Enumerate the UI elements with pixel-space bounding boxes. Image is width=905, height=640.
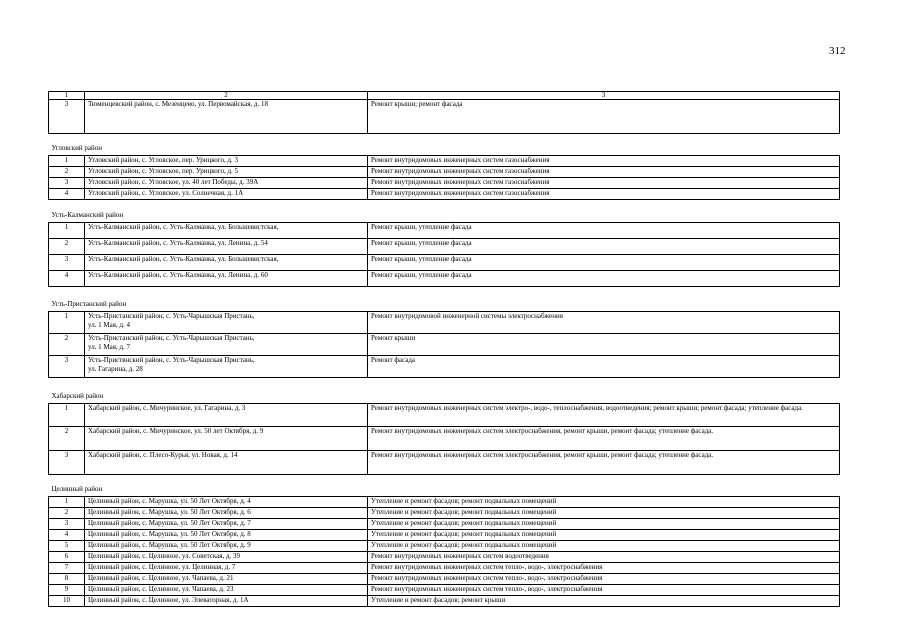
table-row <box>49 584 840 595</box>
row-number: 2 <box>49 426 85 450</box>
row-number: 1 <box>49 156 85 167</box>
table-row <box>49 167 840 178</box>
row-number: 9 <box>49 584 85 595</box>
row-address: Усть-Калманский район, с. Усть-Калманка, ул. Большевистская, <box>85 254 368 270</box>
row-address: Целинный район, с. Марушка, ул. 50 Лет Октября, д. 7 <box>85 518 368 529</box>
row-number: 3 <box>49 356 85 378</box>
row-number: 3 <box>49 450 85 474</box>
row-address: Угловский район, с. Угловское, ул. Солнечная, д. 1А <box>85 189 368 200</box>
row-number: 10 <box>49 595 85 606</box>
table-row <box>49 222 840 238</box>
row-work: Ремонт внутридомовых инженерных систем тепло-, водо-, электроснабжения <box>368 573 840 584</box>
row-address-line-2: ул. 1 Мая, д. 4 <box>88 321 131 330</box>
row-address-line-2: ул. Гагарина, д. 28 <box>88 365 143 374</box>
row-address <box>85 312 368 334</box>
row-work: Утепление и ремонт фасадов; ремонт крыши <box>368 595 840 606</box>
row-number: 3 <box>49 178 85 189</box>
table-row <box>49 334 840 356</box>
table-row <box>49 178 840 189</box>
row-address-line-1: Усть-Пристанский район, с. Усть-Чарышская Пристань, <box>88 312 255 320</box>
table-row <box>49 540 840 551</box>
district-row <box>49 392 840 404</box>
district-title: Целинный район <box>51 484 103 493</box>
row-work: Утепление и ремонт фасадов; ремонт подвальных помещений <box>368 529 840 540</box>
row-address <box>85 334 368 356</box>
table-row <box>49 518 840 529</box>
row-work: Ремонт внутридомовых инженерных систем электроснабжения, ремонт крыши, ремонт фасада; утепление фасада. <box>368 426 840 450</box>
row-address: Целинный район, с. Целинное, ул. Чапаева, д. 23 <box>85 584 368 595</box>
row-work: Ремонт крыши, утепление фасада <box>368 222 840 238</box>
column-number-3: 3 <box>368 92 840 100</box>
row-number: 1 <box>49 222 85 238</box>
row-work: Ремонт крыши <box>368 334 840 356</box>
district-row <box>49 485 840 497</box>
column-number-1: 1 <box>49 92 85 100</box>
row-number: 3 <box>49 518 85 529</box>
row-address: Целинный район, с. Марушка, ул. 50 Лет Октября, д. 9 <box>85 540 368 551</box>
row-number: 1 <box>49 496 85 507</box>
row-address: Тюменцевский район, с. Мезенцево, ул. Первомайская, д. 18 <box>85 100 368 134</box>
row-number: 3 <box>49 254 85 270</box>
row-address: Хабарский район, с. Плесо-Курья, ул. Новая, д. 14 <box>85 450 368 474</box>
row-address: Усть-Калманский район, с. Усть-Калманка, ул. Большевистская, <box>85 222 368 238</box>
table-row <box>49 238 840 254</box>
row-number: 2 <box>49 238 85 254</box>
page-number: 312 <box>829 45 846 57</box>
district-row <box>49 144 840 156</box>
row-work: Ремонт крыши, утепление фасада <box>368 254 840 270</box>
table-row <box>49 426 840 450</box>
row-work: Ремонт фасада <box>368 356 840 378</box>
row-work: Ремонт внутридомовой инженерной системы электроснабжения <box>368 312 840 334</box>
row-work: Ремонт крыши; ремонт фасада <box>368 100 840 134</box>
row-work: Ремонт внутридомовых инженерных систем газоснабжения <box>368 156 840 167</box>
table-row <box>49 356 840 378</box>
district-title: Хабарский район <box>51 391 104 400</box>
row-address: Целинный район, с. Целинное, ул. Чапаева, д. 21 <box>85 573 368 584</box>
district-title: Усть-Пристанский район <box>51 300 127 308</box>
row-address: Целинный район, с. Марушка, ул. 50 Лет Октября, д. 6 <box>85 507 368 518</box>
row-number: 2 <box>49 334 85 356</box>
row-work: Ремонт внутридомовых инженерных систем электро-, водо-, теплоснабжения, водоотведения; ремонт крыши; ремонт фасада; утепление фасада. <box>368 403 840 426</box>
table-row <box>49 573 840 584</box>
table-row <box>49 254 840 270</box>
row-address: Усть-Калманский район, с. Усть-Калманка, ул. Ленина, д. 60 <box>85 270 368 286</box>
table-row <box>49 496 840 507</box>
row-number: 2 <box>49 507 85 518</box>
row-address: Целинный район, с. Целинное, ул. Элеваторная, д. 1А <box>85 595 368 606</box>
row-address-line-1: Усть-Приствнский район, с. Усть-Чарышская Пристань, <box>88 356 255 364</box>
row-number: 4 <box>49 189 85 200</box>
district-title: Усть-Калманский район <box>51 210 124 219</box>
row-number: 4 <box>49 270 85 286</box>
row-work: Ремонт внутридомовых инженерных систем водоотведения <box>368 551 840 562</box>
row-address: Усть-Калманский район, с. Усть-Калманка, ул. Ленина, д. 54 <box>85 238 368 254</box>
table-row <box>49 595 840 606</box>
row-address: Угловский район, с. Угловское, пер. Урицкого, д. 5 <box>85 167 368 178</box>
row-address: Хабарский район, с. Мичуринское, ул. 50 лет Октября, д. 9 <box>85 426 368 450</box>
row-work: Утепление и ремонт фасадов; ремонт подвальных помещений <box>368 540 840 551</box>
row-number: 4 <box>49 529 85 540</box>
table-row <box>49 551 840 562</box>
table-row <box>49 507 840 518</box>
row-number: 7 <box>49 562 85 573</box>
row-work: Ремонт внутридомовых инженерных систем тепло-, водо-, электроснабжения <box>368 584 840 595</box>
district-title: Угловский район <box>51 144 102 152</box>
table-row <box>49 450 840 474</box>
row-work: Утепление и ремонт фасадов; ремонт подвальных помещений <box>368 518 840 529</box>
row-number: 1 <box>49 312 85 334</box>
table-row <box>49 189 840 200</box>
row-address: Угловский район, с. Угловское, ул. 40 лет Победы, д. 39А <box>85 178 368 189</box>
row-number: 6 <box>49 551 85 562</box>
row-address: Целинный район, с. Целинное, ул. Целинная, д. 7 <box>85 562 368 573</box>
row-number: 2 <box>49 167 85 178</box>
row-work: Утепление и ремонт фасадов; ремонт подвальных помещений <box>368 496 840 507</box>
table-row <box>49 529 840 540</box>
table-row <box>49 100 840 134</box>
district-row <box>49 300 840 312</box>
district-row <box>49 211 840 223</box>
row-address-line-2: ул. 1 Мая, д. 7 <box>88 343 131 352</box>
row-number: 5 <box>49 540 85 551</box>
row-address-line-1: Усть-Пристанский район, с. Усть-Чарышская Пристань, <box>88 334 255 342</box>
row-work: Ремонт внутридомовых инженерных систем электроснабжения, ремонт крыши, ремонт фасада; утепление фасада. <box>368 450 840 474</box>
row-number: 3 <box>49 100 85 134</box>
column-number-row <box>49 92 840 100</box>
column-number-2: 2 <box>85 92 368 100</box>
row-work: Ремонт внутридомовых инженерных систем тепло-, водо-, электроснабжения <box>368 562 840 573</box>
table-row <box>49 312 840 334</box>
row-address: Целинный район, с. Целинное, ул. Советская, д. 39 <box>85 551 368 562</box>
row-address <box>85 356 368 378</box>
row-work: Ремонт крыши, утепление фасада <box>368 270 840 286</box>
row-work: Ремонт внутридомовых инженерных систем газоснабжения <box>368 189 840 200</box>
row-address: Целинный район, с. Марушка, ул. 50 Лет Октября, д. 8 <box>85 529 368 540</box>
row-number: 1 <box>49 403 85 426</box>
row-work: Утепление и ремонт фасадов; ремонт подвальных помещений <box>368 507 840 518</box>
row-address: Хабарский район, с. Мичуринское, ул. Гагарина, д. 3 <box>85 403 368 426</box>
table-row <box>49 403 840 426</box>
row-number: 8 <box>49 573 85 584</box>
table-row <box>49 156 840 167</box>
row-work: Ремонт внутридомовых инженерных систем газоснабжения <box>368 167 840 178</box>
repair-register-table <box>48 91 840 607</box>
row-address: Угловский район, с. Угловское, пер. Урицкого, д. 3 <box>85 156 368 167</box>
row-work: Ремонт внутридомовых инженерных систем газоснабжения <box>368 178 840 189</box>
row-work: Ремонт крыши, утепление фасада <box>368 238 840 254</box>
row-address: Целинный район, с. Марушка, ул. 50 Лет Октября, д. 4 <box>85 496 368 507</box>
table-row <box>49 270 840 286</box>
table-row <box>49 562 840 573</box>
